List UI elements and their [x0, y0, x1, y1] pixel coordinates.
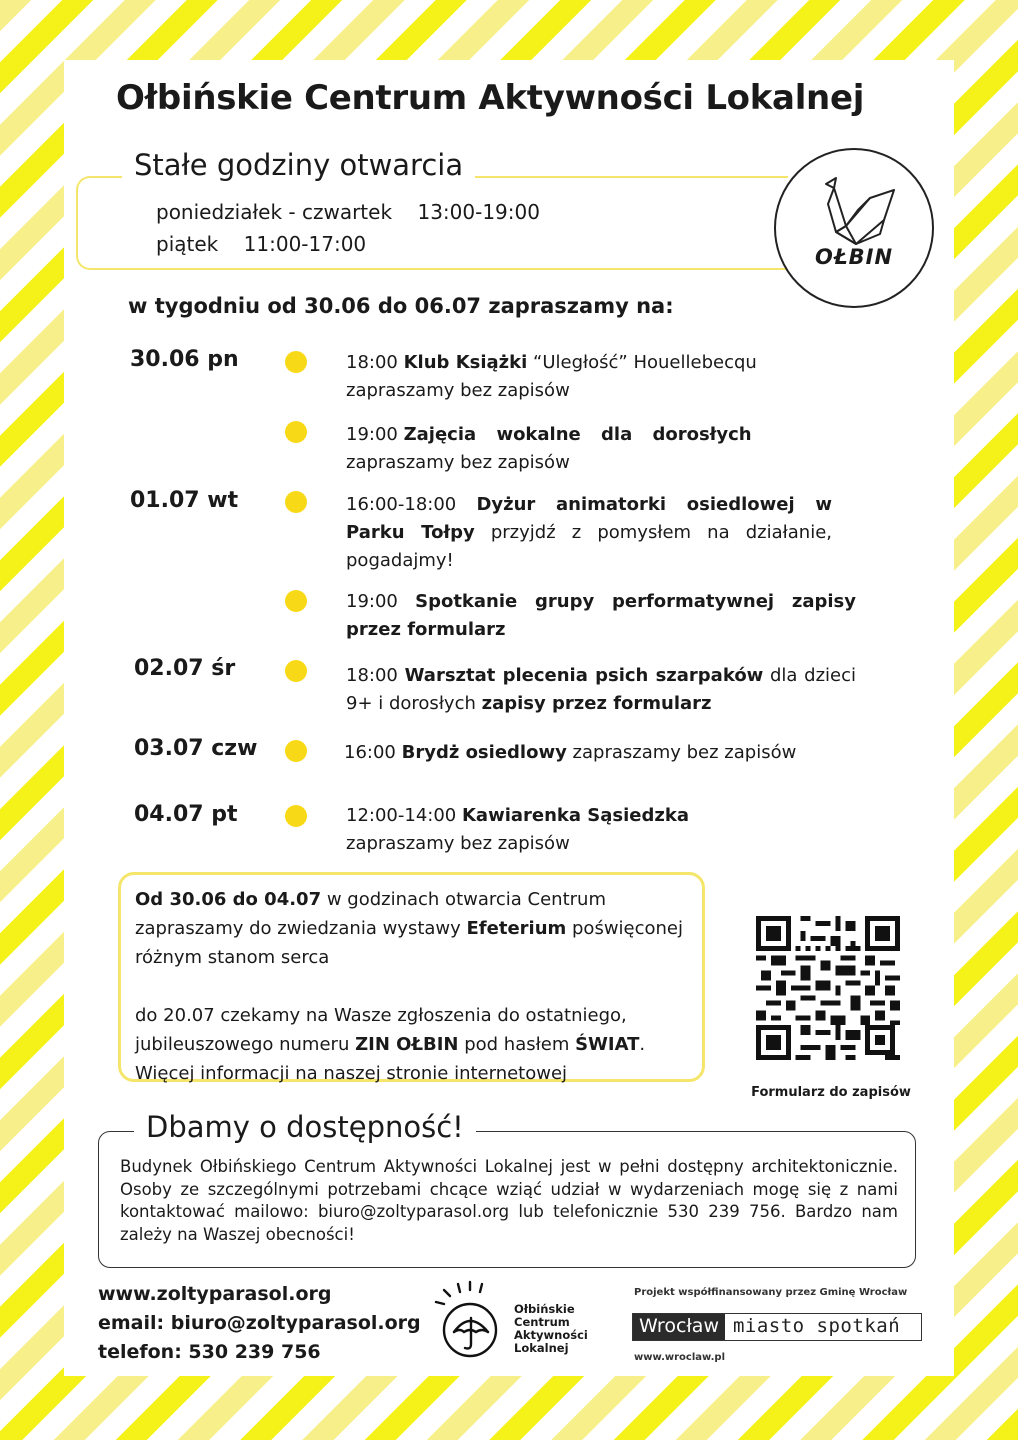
parasol-logo-text: Ołbińskie Centrum Aktywności Lokalnej: [514, 1302, 588, 1355]
event-time: 12:00-14:00: [346, 805, 457, 826]
wroclaw-logo: [632, 1313, 922, 1341]
olbin-logo: [774, 148, 934, 308]
event-item: [346, 588, 856, 644]
qr-caption: Formularz do zapisów: [751, 1085, 911, 1100]
day-label: 30.06 pn: [130, 347, 239, 372]
event-signup: zapisy przez formularz: [481, 693, 712, 714]
event-dot: [285, 351, 307, 373]
event-details: przyjdź z pomysłem na działanie, pogadajmy!: [346, 522, 832, 571]
exhibition-info-box: [118, 872, 705, 1082]
page-title: Ołbińskie Centrum Aktywności Lokalnej: [116, 78, 865, 118]
olbin-logo-label: OŁBIN: [814, 245, 894, 269]
event-dot: [285, 491, 307, 513]
event-item: [346, 421, 856, 477]
event-title: Brydż osiedlowy: [401, 742, 567, 763]
day-label: 03.07 czw: [134, 736, 258, 761]
event-item: [344, 739, 854, 767]
event-title: Dyżur animatorki osiedlowej w Parku Tołpy: [346, 494, 832, 543]
day-label: 04.07 pt: [134, 802, 238, 827]
event-time: 16:00: [344, 742, 396, 763]
event-details: “Uległość” Houellebecqu: [527, 352, 757, 373]
event-note: zapraszamy bez zapisów: [346, 452, 570, 473]
event-time: 19:00: [346, 591, 398, 612]
event-item: [346, 349, 856, 405]
event-dot: [285, 660, 307, 682]
contact-website[interactable]: www.zoltyparasol.org: [98, 1283, 332, 1305]
event-note: zapraszamy bez zapisów: [346, 833, 570, 854]
zine-paragraph: do 20.07 czekamy na Wasze zgłoszenia do ostatniego, jubileuszowego numeru ZIN OŁBIN pod hasłem ŚWIAT. Więcej informacji na naszej stronie internetowej: [135, 1005, 646, 1084]
event-dot: [285, 805, 307, 827]
event-item: [346, 662, 856, 718]
umbrella-icon: [430, 1276, 506, 1364]
event-title: Warsztat plecenia psich szarpaków: [404, 665, 764, 686]
wroclaw-brand: Wrocław: [633, 1314, 725, 1340]
event-dot: [285, 421, 307, 443]
poster: [64, 60, 954, 1376]
accessibility-text: Budynek Ołbińskiego Centrum Aktywności Lokalnej jest w pełni dostępny architektonicznie. Osoby ze szczególnymi potrzebami chcące wziąć udział w wydarzeniach mogę się z nami kontaktować mailowo: biuro@zoltyparasol.org lub telefonicznie 530 239 756. Bardzo nam zależy na Waszej obecności!: [120, 1157, 898, 1244]
event-item: [346, 802, 856, 858]
origami-swan-icon: [774, 148, 934, 308]
event-details: zapraszamy bez zapisów: [566, 742, 797, 763]
accessibility-heading: Dbamy o dostępność!: [134, 1110, 476, 1144]
wroclaw-url[interactable]: www.wroclaw.pl: [634, 1352, 726, 1363]
hours-weekdays: poniedziałek - czwartek 13:00-19:00: [156, 200, 540, 224]
qr-code[interactable]: [756, 916, 900, 1060]
event-dot: [285, 590, 307, 612]
day-label: 01.07 wt: [130, 488, 239, 513]
exhibition-paragraph: Od 30.06 do 04.07 w godzinach otwarcia Centrum zapraszamy do zwiedzania wystawy Efeterium poświęconej różnym stanom serca: [135, 889, 684, 968]
event-details: dla dzieci 9+ i dorosłych: [346, 665, 856, 714]
contact-email[interactable]: email: biuro@zoltyparasol.org: [98, 1312, 421, 1334]
event-title: Klub Książki: [403, 352, 528, 373]
event-item: [346, 491, 832, 575]
event-title: Spotkanie grupy performatywnej zapisy przez formularz: [346, 591, 856, 640]
wroclaw-slogan: miasto spotkań: [732, 1315, 901, 1337]
event-time: 19:00: [346, 424, 398, 445]
day-label: 02.07 śr: [134, 656, 236, 681]
event-time: 18:00: [346, 665, 398, 686]
hours-friday: piątek 11:00-17:00: [156, 232, 367, 256]
week-heading: w tygodniu od 30.06 do 06.07 zapraszamy na:: [128, 294, 674, 318]
contact-phone[interactable]: telefon: 530 239 756: [98, 1341, 321, 1363]
hours-heading: Stałe godziny otwarcia: [122, 148, 475, 182]
sponsor-note: Projekt współfinansowany przez Gminę Wrocław: [634, 1287, 908, 1298]
event-time: 18:00: [346, 352, 398, 373]
event-title: Zajęcia wokalne dla dorosłych: [403, 424, 752, 445]
event-title: Kawiarenka Sąsiedzka: [461, 805, 689, 826]
event-note: zapraszamy bez zapisów: [346, 380, 570, 401]
event-time: 16:00-18:00: [346, 494, 457, 515]
event-dot: [285, 740, 307, 762]
